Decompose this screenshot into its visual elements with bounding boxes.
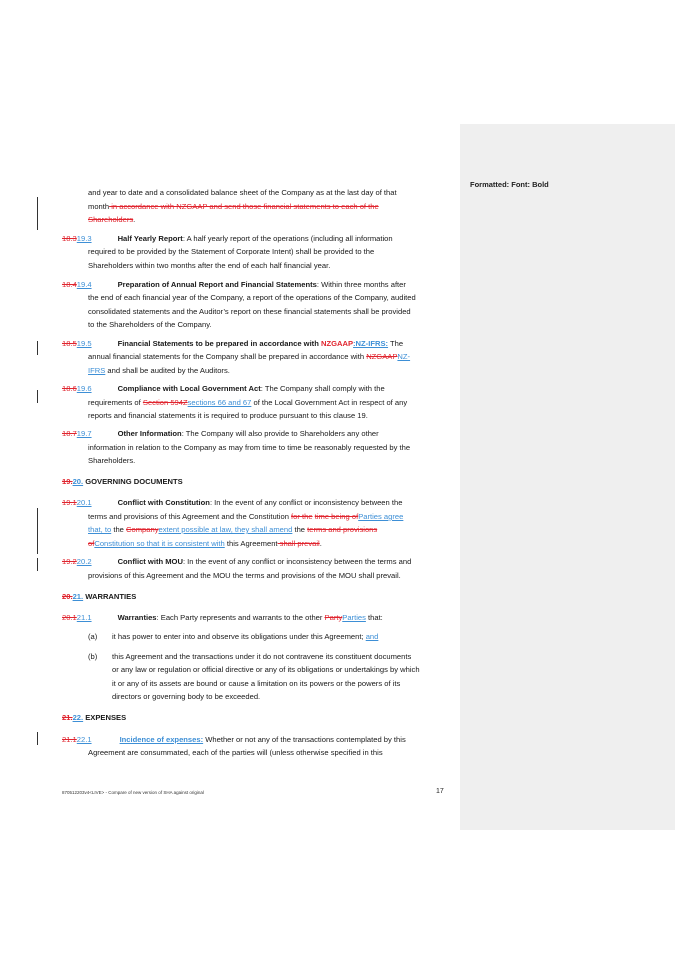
change-bar <box>37 508 38 554</box>
paragraph-line: Shareholders. <box>88 215 136 224</box>
clause-20-2: 19.220.2 Conflict with MOU: In the event of any conflict or inconsistency between the terms and <box>62 557 412 566</box>
list-item: it has power to enter into and observe its obligations under this Agreement; and <box>112 632 379 641</box>
list-item: or any law or regulation or official directive or any of its obligations or undertakings by which <box>112 665 420 674</box>
change-bar <box>37 390 38 403</box>
section-heading-governing-documents: 19.20. GOVERNING DOCUMENTS <box>62 477 183 486</box>
change-bar <box>37 558 38 571</box>
paragraph-line: requirements of Section 594Zsections 66 and 67 of the Local Government Act in respect of any <box>88 398 408 407</box>
clause-heading: Warranties <box>117 613 157 622</box>
paragraph-line: annual financial statements for the Company shall be prepared in accordance with NZGAAPNZ- <box>88 352 411 361</box>
footer-document-reference: 870512203v4<LIVE> - Compare of new version of SHA against original <box>62 790 204 795</box>
clause-19-6: 18.619.6 Compliance with Local Government Act: The Company shall comply with the <box>62 384 385 393</box>
paragraph-line: Agreement are consummated, each of the parties will (unless otherwise specified in this <box>88 748 383 757</box>
clause-21-1: 20.121.1 Warranties: Each Party represents and warrants to the other PartyParties that: <box>62 613 383 622</box>
clause-heading: Compliance with Local Government Act <box>117 384 261 393</box>
clause-heading: Financial Statements to be prepared in accordance with <box>117 339 321 348</box>
section-heading-expenses: 21.22. EXPENSES <box>62 713 127 722</box>
paragraph-line: ofConstitution so that it is consistent with this Agreement shall prevail. <box>88 539 322 548</box>
clause-heading: Half Yearly Report <box>117 234 183 243</box>
page-number: 17 <box>436 788 444 795</box>
clause-heading: Incidence of expenses: <box>119 735 204 744</box>
clause-19-7: 18.719.7 Other Information: The Company will also provide to Shareholders any other <box>62 429 379 438</box>
clause-19-3: 18.319.3 Half Yearly Report: A half yearly report of the operations (including all information <box>62 234 393 243</box>
comment-pane[interactable] <box>460 124 675 830</box>
clause-19-4: 18.419.4 Preparation of Annual Report and Financial Statements: Within three months after <box>62 280 406 289</box>
paragraph-line: the end of each financial year of the Company, a report of the operations of the Company, audited <box>88 293 416 302</box>
clause-20-1: 19.120.1 Conflict with Constitution: In the event of any conflict or inconsistency between the <box>62 498 403 507</box>
paragraph-line: required to be provided by the Statement of Corporate Intent) shall be provided to the <box>88 247 375 256</box>
clause-heading: Other Information <box>117 429 182 438</box>
section-heading-warranties: 20.21. WARRANTIES <box>62 592 137 601</box>
paragraph-line: that, to the Companyextent possible at law, they shall amend the terms and provisions <box>88 525 378 534</box>
paragraph-line: Shareholders. <box>88 456 136 465</box>
paragraph-line: provisions of this Agreement and the MOU the terms and provisions of the MOU shall prevail. <box>88 571 401 580</box>
list-item-label: (a) <box>88 632 98 641</box>
change-bar <box>37 197 38 230</box>
paragraph-line: to the Shareholders of the Company. <box>88 320 212 329</box>
change-bar <box>37 732 38 745</box>
clause-heading: Conflict with MOU <box>117 557 183 566</box>
list-item: directors or governing body to be exceeded. <box>112 692 261 701</box>
paragraph-line: terms and provisions of this Agreement and the Constitution for the time being ofParties agree <box>88 512 404 521</box>
paragraph-line: consolidated statements and the Auditor’s report on these financial statements shall be provided <box>88 307 411 316</box>
clause-19-5: 18.519.5 Financial Statements to be prepared in accordance with NZGAAP:NZ-IFRS: The <box>62 339 404 348</box>
list-item-label: (b) <box>88 652 98 661</box>
clause-heading: Conflict with Constitution <box>117 498 210 507</box>
paragraph-line: information in relation to the Company as may from time to time be reasonably requested by the <box>88 443 411 452</box>
paragraph-line: and year to date and a consolidated balance sheet of the Company as at the last day of that <box>88 188 397 197</box>
paragraph-line: IFRS and shall be audited by the Auditors. <box>88 366 230 375</box>
list-item: this Agreement and the transactions under it do not contravene its constituent documents <box>112 652 412 661</box>
list-item: it or any of its assets are bound or cause a limitation on its powers or the powers of its <box>112 679 401 688</box>
paragraph-line: reports and financial statements it is required to produce pursuant to this clause 19. <box>88 411 368 420</box>
clause-heading: Preparation of Annual Report and Financial Statements <box>117 280 317 289</box>
change-bar <box>37 341 38 355</box>
clause-22-1: 21.122.1 Incidence of expenses: Whether or not any of the transactions contemplated by this <box>62 735 406 744</box>
paragraph-line: month in accordance with NZGAAP and send those financial statements to each of the <box>88 202 379 211</box>
paragraph-line: Shareholders within two months after the end of each half financial year. <box>88 261 331 270</box>
deleted-text: in accordance with NZGAAP and send those financial statements to each of the <box>109 202 379 211</box>
deleted-text: Shareholders <box>88 215 134 224</box>
format-change-balloon[interactable]: Formatted: Font: Bold <box>470 180 549 189</box>
